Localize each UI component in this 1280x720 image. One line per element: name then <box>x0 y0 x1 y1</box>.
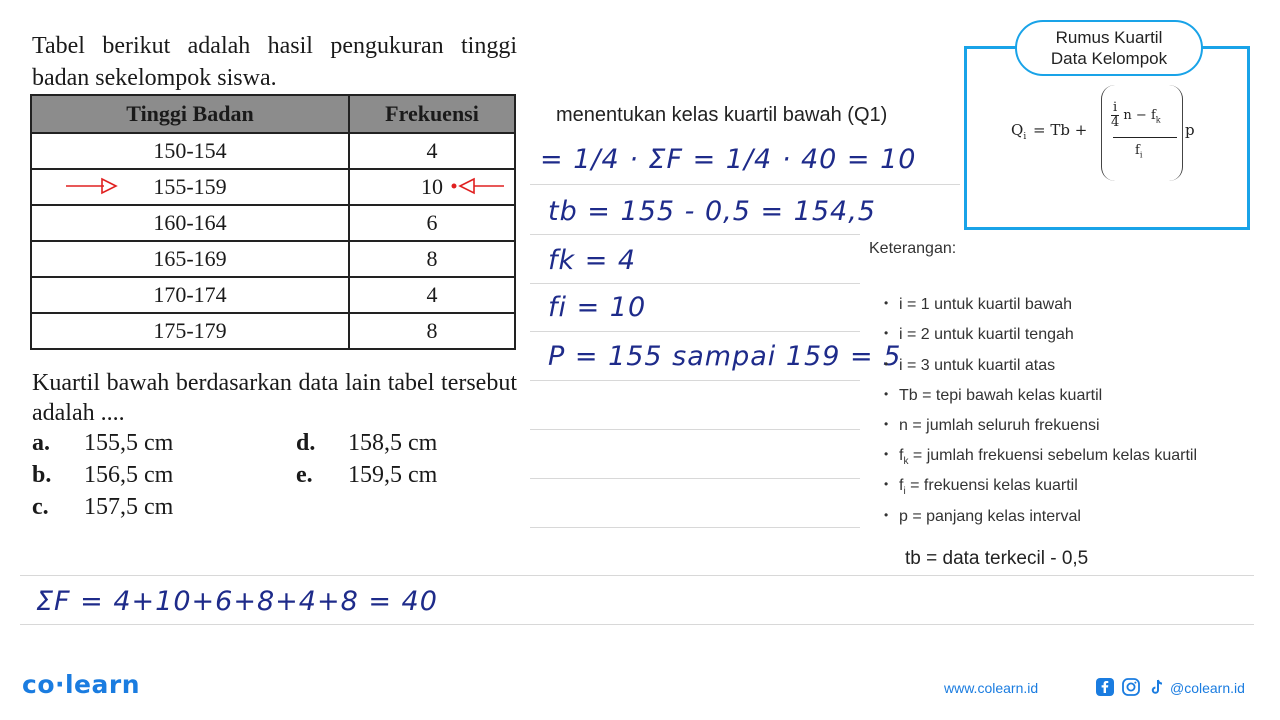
ruled-line <box>530 429 860 430</box>
option-text: 159,5 cm <box>348 462 438 488</box>
table-cell: 160-164 <box>31 205 349 241</box>
table-cell: 150-154 <box>31 133 349 169</box>
solution-step: = 1/4 · ΣF = 1/4 · 40 = 10 <box>540 144 917 175</box>
option-e[interactable] <box>296 462 437 489</box>
keterangan-item: • i = 2 untuk kuartil tengah <box>899 326 1074 344</box>
keterangan-item-fi: • $f_i$ = frekuensi kelas kuartil <box>899 477 1078 497</box>
table-cell: 8 <box>349 241 515 277</box>
ruled-line <box>530 184 960 185</box>
option-letter: c. <box>32 494 49 520</box>
keterangan-heading: Keterangan: <box>869 240 957 257</box>
keterangan-item: • i = 3 untuk kuartil atas <box>899 357 1055 375</box>
formula-lhs: $Q_i = Tb$ + <box>1011 121 1088 142</box>
row-arrow-left-icon <box>64 176 124 196</box>
table-row <box>31 313 515 349</box>
solution-heading: menentukan kelas kuartil bawah (Q1) <box>556 104 888 126</box>
table-cell: 170-174 <box>31 277 349 313</box>
table-row <box>31 133 515 169</box>
ruled-line <box>530 234 860 235</box>
keterangan-item-fk: • $f_k$ = jumlah frekuensi sebelum kelas kuartil <box>899 447 1197 467</box>
row-arrow-right-icon <box>448 176 508 196</box>
option-text: 158,5 cm <box>348 430 438 456</box>
table-cell: 4 <box>349 133 515 169</box>
keterangan-item: • p = panjang kelas interval <box>899 508 1081 526</box>
table-cell: 8 <box>349 313 515 349</box>
header-frekuensi: Frekuensi <box>349 95 515 133</box>
ruled-line <box>530 380 860 381</box>
solution-step: tb = 155 - 0,5 = 154,5 <box>548 196 876 227</box>
table-cell: 155-159 <box>31 169 349 205</box>
table-row <box>31 205 515 241</box>
option-letter: a. <box>32 430 50 456</box>
solution-step: fi = 10 <box>548 292 647 323</box>
option-b[interactable] <box>32 462 173 489</box>
sum-frequency: ΣF = 4+10+6+8+4+8 = 40 <box>36 586 438 617</box>
keterangan-item: • n = jumlah seluruh frekuensi <box>899 417 1100 435</box>
table-cell: 6 <box>349 205 515 241</box>
formula-title: Rumus Kuartil Data Kelompok <box>1015 20 1203 76</box>
ruled-line <box>530 331 860 332</box>
ruled-line <box>530 283 860 284</box>
option-c[interactable] <box>32 494 173 521</box>
formula-denominator: $f_i$ <box>1135 143 1143 160</box>
ruled-line <box>530 478 860 479</box>
table-cell: 10 <box>349 169 515 205</box>
ruled-line <box>530 527 860 528</box>
table-row <box>31 241 515 277</box>
option-letter: d. <box>296 430 316 456</box>
footer-handle[interactable]: @colearn.id <box>1170 680 1245 696</box>
option-letter: e. <box>296 462 313 488</box>
table-cell: 175-179 <box>31 313 349 349</box>
table-row <box>31 277 515 313</box>
facebook-icon[interactable] <box>1096 678 1114 696</box>
formula-fraction-line <box>1113 137 1177 138</box>
keterangan-item: • i = 1 untuk kuartil bawah <box>899 296 1072 314</box>
header-tinggi-badan: Tinggi Badan <box>31 95 349 133</box>
solution-step: fk = 4 <box>548 245 637 276</box>
ruled-line <box>20 575 1254 576</box>
colearn-logo: co·learn <box>22 670 141 699</box>
instagram-icon[interactable] <box>1122 678 1140 696</box>
option-a[interactable] <box>32 430 173 457</box>
table-header-row <box>31 95 515 133</box>
tiktok-icon[interactable] <box>1148 678 1166 696</box>
problem-intro: Tabel berikut adalah hasil pengukuran tinggi badan sekelompok siswa. <box>32 33 517 91</box>
tb-note: tb = data terkecil - 0,5 <box>905 548 1089 569</box>
option-letter: b. <box>32 462 52 488</box>
question-text: Kuartil bawah berdasarkan data lain tabel tersebut adalah .... <box>32 370 517 426</box>
table-cell: 165-169 <box>31 241 349 277</box>
ruled-line <box>20 624 1254 625</box>
option-d[interactable] <box>296 430 437 457</box>
option-text: 157,5 cm <box>84 494 174 520</box>
formula-numerator: $\frac{i}{4}$ $n - f_k$ <box>1111 100 1161 130</box>
footer-url[interactable]: www.colearn.id <box>944 680 1039 696</box>
data-table <box>30 94 516 350</box>
option-text: 155,5 cm <box>84 430 174 456</box>
table-cell: 4 <box>349 277 515 313</box>
formula-p: p <box>1185 121 1195 139</box>
keterangan-item: • Tb = tepi bawah kelas kuartil <box>899 387 1102 405</box>
solution-step: P = 155 sampai 159 = 5 <box>548 341 902 372</box>
option-text: 156,5 cm <box>84 462 174 488</box>
